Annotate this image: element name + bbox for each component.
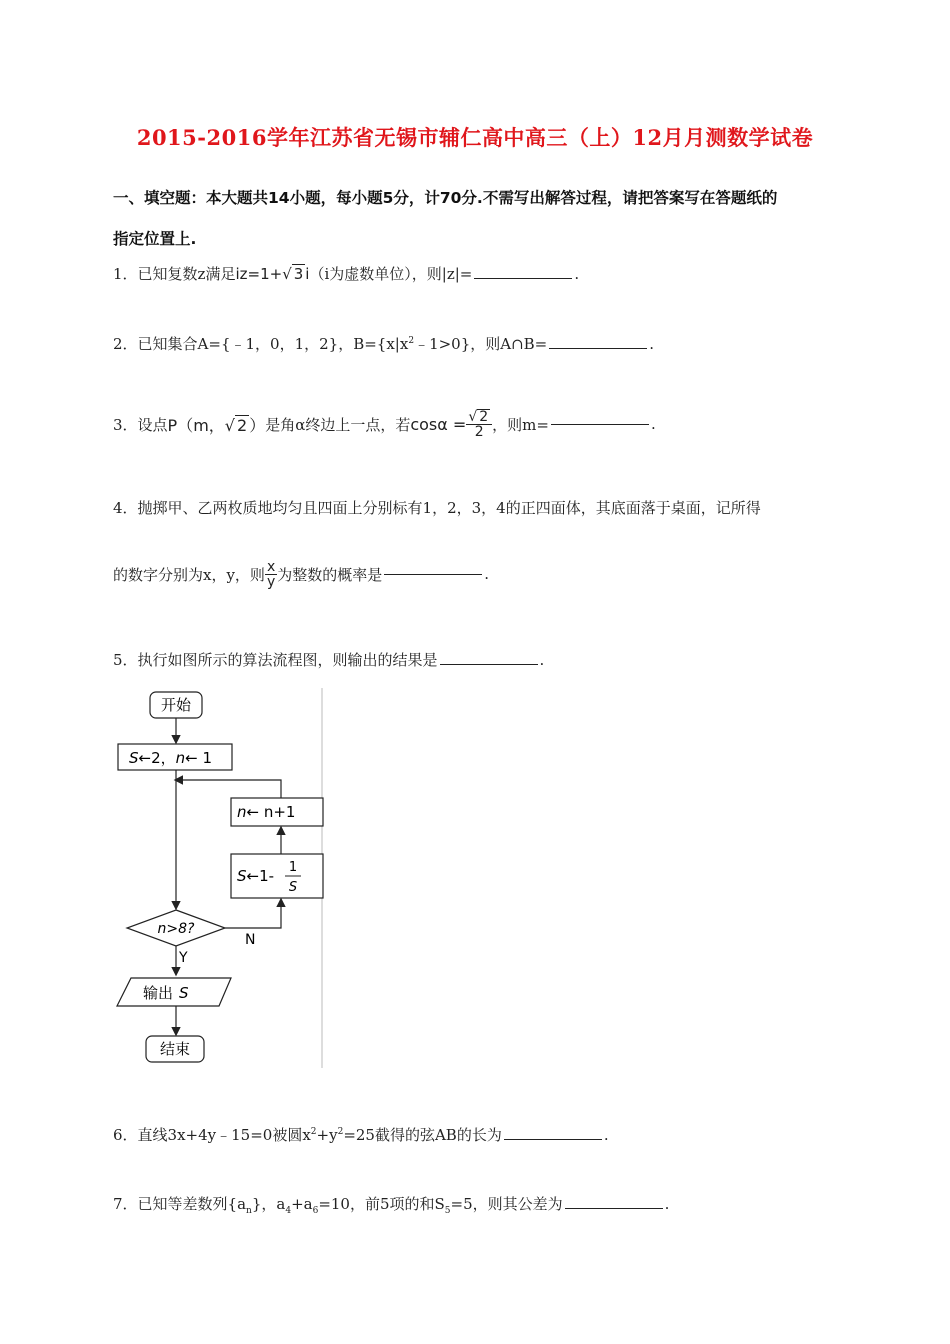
q4-end: . [484, 565, 490, 583]
q1-equation [235, 265, 309, 283]
radical-sign-icon: √ [468, 409, 478, 425]
arrow-no-branch [225, 900, 281, 928]
q7-mid4: =5，则其公差为 [450, 1195, 563, 1213]
q6-sup2: 2 [337, 1127, 344, 1137]
q3-frac-num-radicand: 2 [479, 409, 489, 425]
q5-end: . [539, 651, 545, 669]
arrow-loop-back [176, 780, 281, 798]
q4-mid: 为整数的概率是 [277, 565, 383, 584]
q4-answer-blank[interactable] [384, 573, 482, 575]
question-5 [113, 649, 544, 670]
q1-eq-radicand: 3 [293, 265, 304, 283]
question-3 [113, 404, 656, 444]
question-4-line2 [113, 554, 489, 594]
q2-prefix: 2．已知集合A={﹣1，0，1，2}，B={x|x [113, 335, 409, 353]
page-title: 2015-2016学年江苏省无锡市辅仁高中高三（上）12月月测数学试卷 [136, 125, 814, 150]
q4-frac-num: x [266, 558, 276, 575]
end-label: 结束 [159, 1040, 191, 1058]
output-label: 输出 S [143, 984, 189, 1002]
q7-prefix: 7．已知等差数列{a [113, 1195, 247, 1213]
radical-sign-icon: √ [282, 265, 292, 283]
radical-sign-icon: √ [224, 415, 235, 435]
q7-mid2: +a [291, 1195, 313, 1213]
flowchart-diagram [113, 688, 325, 1068]
q3-mid: 是角α终边上一点，若 [265, 415, 411, 434]
question-1 [113, 263, 579, 284]
question-7 [113, 1193, 669, 1216]
q6-sup1: 2 [310, 1127, 317, 1137]
q3-alpha: α = [437, 414, 467, 434]
q7-sub4: 5 [444, 1206, 451, 1216]
q7-end: . [664, 1195, 670, 1213]
section-header-line1: 一、填空题：本大题共14小题，每小题5分，计70分.不需写出解答过程，请把答案写在答题纸的 [113, 189, 778, 207]
q1-eq-right: i [305, 265, 310, 283]
q3-fraction [466, 409, 492, 439]
q3-frac-num [466, 409, 492, 425]
q3-after: ，则m= [492, 415, 549, 434]
q3-prefix: 3．设点 [113, 415, 168, 434]
question-2 [113, 333, 654, 354]
q3-frac-den: 2 [474, 424, 484, 440]
q2-answer-blank[interactable] [549, 347, 647, 349]
q7-sub1: n [246, 1206, 252, 1216]
q1-answer-blank[interactable] [474, 277, 572, 279]
q3-end: . [650, 415, 656, 433]
q3-point [168, 413, 266, 436]
q6-mid1: +y [316, 1126, 338, 1144]
start-label: 开始 [160, 696, 192, 714]
yes-label: Y [179, 950, 188, 966]
q3-cos: cos [410, 414, 438, 434]
q1-end: . [574, 265, 580, 283]
q6-end: . [603, 1126, 609, 1144]
question-6 [113, 1124, 609, 1145]
q7-mid1: }，a [251, 1195, 286, 1213]
q4-fraction [265, 560, 277, 589]
q5-answer-blank[interactable] [440, 663, 538, 665]
question-4-line1: 4．抛掷甲、乙两枚质地均匀且四面上分别标有1，2，3，4的正四面体，其底面落于桌面，记所得 [113, 499, 761, 517]
q2-sup: 2 [408, 336, 415, 346]
q7-sub3: 6 [312, 1206, 319, 1216]
q4-frac-den: y [266, 573, 276, 590]
q1-eq-left: iz=1+ [235, 265, 283, 283]
q1-prefix: 1．已知复数z满足 [113, 265, 236, 283]
q3-point-close: ） [249, 415, 266, 435]
q6-mid2: =25截得的弦AB的长为 [343, 1126, 502, 1144]
q2-mid: ﹣1>0}，则A∩B= [414, 335, 548, 353]
q7-sub2: 4 [285, 1206, 292, 1216]
q5-prefix: 5．执行如图所示的算法流程图，则输出的结果是 [113, 651, 438, 669]
q3-point-radicand: 2 [237, 415, 248, 435]
decision-label: n>8? [157, 921, 195, 937]
q1-mid: （i为虚数单位），则|z|= [309, 265, 473, 283]
q7-answer-blank[interactable] [565, 1207, 663, 1209]
update-s-frac-num: 1 [288, 860, 298, 875]
q2-end: . [649, 335, 655, 353]
update-n-label: n← n+1 [237, 803, 296, 821]
q4-prefix: 的数字分别为x，y，则 [113, 565, 265, 584]
update-s-label: S←1- [237, 867, 275, 885]
section-header-line2: 指定位置上. [113, 230, 197, 248]
init-label: S←2，n← 1 [129, 749, 213, 767]
q7-mid3: =10，前5项的和S [318, 1195, 445, 1213]
q6-answer-blank[interactable] [504, 1138, 602, 1140]
q3-cos-expression [410, 415, 466, 434]
update-s-frac-den: S [288, 880, 298, 895]
q3-point-open: P（m， [167, 415, 225, 435]
no-label: N [245, 932, 256, 948]
q6-prefix: 6．直线3x+4y﹣15=0被圆x [113, 1126, 311, 1144]
q3-answer-blank[interactable] [551, 423, 649, 425]
output-node [117, 978, 231, 1006]
